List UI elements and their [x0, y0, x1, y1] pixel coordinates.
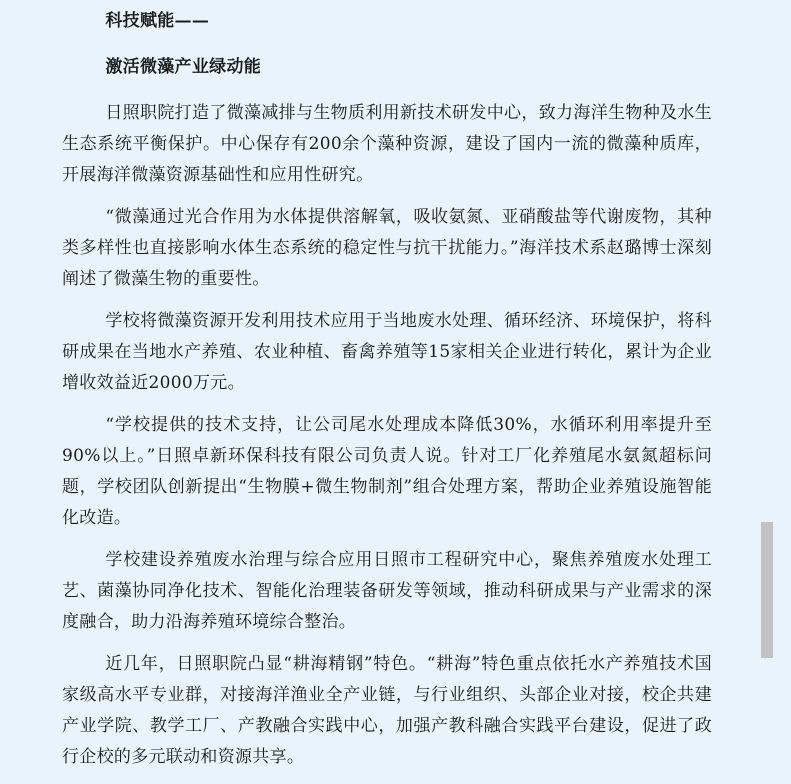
section-heading: 科技赋能—— — [105, 11, 210, 31]
paragraph-microalgae-quote: “微藻通过光合作用为水体提供溶解氧，吸收氨氮、亚硝酸盐等代谢废物，其种类多样性也直接影响水体生态系统的稳定性与抗干扰能力。”海洋技术系赵璐博士深刻阐述了微藻生物的重要性。 — [62, 207, 712, 289]
scrollbar-thumb[interactable] — [761, 522, 773, 658]
vertical-scrollbar[interactable] — [761, 0, 773, 756]
paragraph-enterprise-quote: “学校提供的技术支持，让公司尾水处理成本降低30%，水循环利用率提升至90%以上。”日照卓新环保科技有限公司负责人说。针对工厂化养殖尾水氨氮超标问题，学校团队创新提出“生物膜+微生物制剂”组合处理方案，帮助企业养殖设施智能化改造。 — [62, 415, 712, 528]
paragraph-research-center: 日照职院打造了微藻减排与生物质利用新技术研发中心，致力海洋生物种及水生生态系统平衡保护。中心保存有200余个藻种资源，建设了国内一流的微藻种质库，开展海洋微藻资源基础性和应用性研究。 — [62, 103, 712, 185]
paragraph-gengHai-feature: 近几年，日照职院凸显“耕海精钢”特色。“耕海”特色重点依托水产养殖技术国家级高水平专业群，对接海洋渔业全产业链，与行业组织、头部企业对接，校企共建产业学院、教学工厂、产教融合实践中心，加强产教科融合实践平台建设，促进了政行企校的多元联动和资源共享。 — [62, 654, 712, 767]
paragraph-engineering-center: 学校建设养殖废水治理与综合应用日照市工程研究中心，聚焦养殖废水处理工艺、菌藻协同净化技术、智能化治理装备研发等领域，推动科研成果与产业需求的深度融合，助力沿海养殖环境综合整治。 — [62, 550, 712, 632]
paragraph-technology-application: 学校将微藻资源开发利用技术应用于当地废水处理、循环经济、环境保护，将科研成果在当地水产养殖、农业种植、畜禽养殖等15家相关企业进行转化，累计为企业增收效益近2000万元。 — [62, 311, 712, 393]
article-body — [62, 6, 712, 784]
section-subheading: 激活微藻产业绿动能 — [105, 57, 262, 77]
